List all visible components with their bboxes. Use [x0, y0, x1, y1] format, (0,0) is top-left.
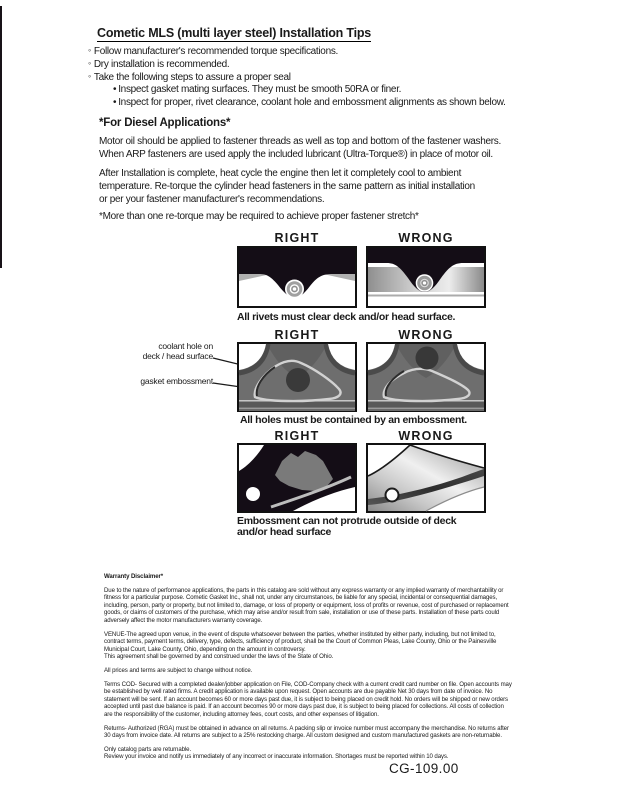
scan-edge-artifact	[0, 6, 2, 268]
retorque-note: *More than one re-torque may be required to achieve proper fastener stretch*	[99, 211, 419, 222]
row1-caption: All rivets must clear deck and/or head surface.	[237, 311, 456, 323]
coolant-wrong-graphic	[366, 342, 486, 412]
right-label: RIGHT	[274, 328, 320, 342]
coolant-hole-callout	[80, 341, 213, 361]
legal-line: accepted until past due balance is paid. If an account becomes 90 or more days past due, it is subject to being placed for collections. All costs of collection	[104, 703, 504, 711]
wrong-label: WRONG	[398, 328, 454, 342]
coolant-right-graphic	[237, 342, 357, 412]
legal-line: fitness for a particular purpose. Cometic Gasket Inc., shall not, under any circumstances, be liable for any special, incidental or consequential damages,	[104, 594, 498, 602]
page-code: CG-109.00	[389, 761, 459, 776]
diesel-paragraph-line: temperature. Re-torque the cylinder head fasteners in the same pattern as initial installation	[99, 181, 475, 192]
wrong-label: WRONG	[398, 231, 454, 245]
coolant-right-diagram	[237, 342, 357, 412]
diesel-paragraph-line: When ARP fasteners are used apply the included lubricant (Ultra-Torque®) in place of motor oil.	[99, 149, 493, 160]
tip-bullet: ◦ Take the following steps to assure a proper seal	[88, 71, 291, 84]
gasket-embossment-callout: gasket embossment	[140, 376, 213, 386]
coolant-hole-callout-line: deck / head surface	[142, 351, 213, 361]
legal-block	[104, 573, 540, 767]
row3-caption-line: Embossment can not protrude outside of deck	[237, 515, 457, 527]
diesel-paragraph-line: After Installation is complete, heat cycle the engine then let it completely cool to ambient	[99, 168, 462, 179]
legal-line: are the responsibility of the customer, including attorney fees, court costs, and other expenses of litigation.	[104, 710, 379, 718]
rivet-wrong-diagram	[366, 246, 486, 308]
diesel-paragraph-line: or per your fastener manufacturer's recommendations.	[99, 194, 325, 205]
prices-paragraph	[104, 667, 540, 675]
row3-caption-line: and/or head surface	[237, 526, 332, 538]
legal-line: Review your invoice and notify us immediately of any incorrect or inaccurate information. Shortages must be reported within 10 days.	[104, 753, 449, 761]
catalog-returns-paragraph	[104, 746, 540, 761]
rivet-right-graphic	[237, 246, 357, 308]
legal-line: adversely affect the motor manufacturers warranty coverage.	[104, 616, 263, 624]
protrusion-wrong-graphic	[366, 443, 486, 513]
legal-line: 30 days from invoice date. All returns are subject to a 25% restocking charge. All custom designed and custom manufactured gaskets are non-returnable.	[104, 732, 502, 740]
legal-line: goods, or claims of customers of the purchase, which may arise and/or result from sale, installation or use of these parts. Installation of these parts could	[104, 609, 500, 617]
legal-line: Due to the nature of performance applications, the parts in this catalog are sold without any express warranty or any implied warranty of merchantability or	[104, 586, 504, 594]
tip-sub-bullet: • Inspect for proper, rivet clearance, coolant hole and embossment alignments as shown below.	[113, 97, 506, 109]
returns-paragraph	[104, 725, 540, 740]
protrusion-right-graphic	[237, 443, 357, 513]
warranty-disclaimer-heading: Warranty Disclaimer*	[104, 573, 164, 580]
legal-line: contract terms, payment terms, delivery, type, defects, sufficiency of product, shall be the Court of Common Pleas, Lake County, Ohio or the Painesville	[104, 638, 497, 646]
legal-line: Terms COD- Secured with a completed dealer/jobber application on File, COD-Company check with a current credit card number on file. Open accounts may	[104, 680, 512, 688]
venue-paragraph	[104, 631, 540, 661]
protrusion-wrong-diagram	[366, 443, 486, 513]
tip-bullet: ◦ Dry installation is recommended.	[88, 58, 229, 71]
legal-line: be established by well rated firms. A credit application is available upon request. Open accounts are due payable Net 30 days from date of invoice. No	[104, 688, 493, 696]
diesel-paragraph-line: Motor oil should be applied to fastener threads as well as top and bottom of the fastener washers.	[99, 136, 501, 147]
page-title: Cometic MLS (multi layer steel) Installation Tips	[97, 26, 372, 40]
rivet-right-diagram	[237, 246, 357, 308]
coolant-hole-callout-line: coolant hole on	[158, 341, 213, 351]
terms-paragraph	[104, 681, 540, 719]
rivet-wrong-graphic	[366, 246, 486, 308]
right-label: RIGHT	[274, 429, 320, 443]
coolant-wrong-diagram	[366, 342, 486, 412]
tip-bullet: ◦ Follow manufacturer's recommended torque specifications.	[88, 45, 338, 58]
legal-line: Only catalog parts are returnable.	[104, 745, 192, 753]
warranty-paragraph	[104, 587, 540, 625]
protrusion-right-diagram	[237, 443, 357, 513]
legal-line: statement will be sent. If an account becomes 60 or more days past due, it is subject to being placed on credit hold. No orders will be shipped or new orders	[104, 695, 508, 703]
row2-caption: All holes must be contained by an embossment.	[240, 414, 467, 426]
tip-sub-bullet: • Inspect gasket mating surfaces. They must be smooth 50RA or finer.	[113, 84, 401, 96]
wrong-label: WRONG	[398, 429, 454, 443]
legal-line: All prices and terms are subject to change without notice.	[104, 666, 253, 674]
legal-line: including, person, party or property, but not limited to, damage, or loss of property or equipment, loss of profits or revenue, cost of purchased or replacement	[104, 601, 509, 609]
legal-line: Returns- Authorized (RGA) must be obtained in advance on all returns. A packing slip or invoice number must accompany the merchandise. No returns after	[104, 724, 509, 732]
legal-line: This agreement shall be governed by and construed under the laws of the State of Ohio.	[104, 653, 334, 661]
diesel-heading: *For Diesel Applications*	[99, 117, 231, 129]
legal-line: VENUE-The agreed upon venue, in the event of dispute whatsoever between the parties, whether instituted by either party, including, but not limited to,	[104, 630, 496, 638]
legal-line: Municipal Court, Lake County, Ohio, depending on the amount in controversy.	[104, 645, 306, 653]
right-label: RIGHT	[274, 231, 320, 245]
